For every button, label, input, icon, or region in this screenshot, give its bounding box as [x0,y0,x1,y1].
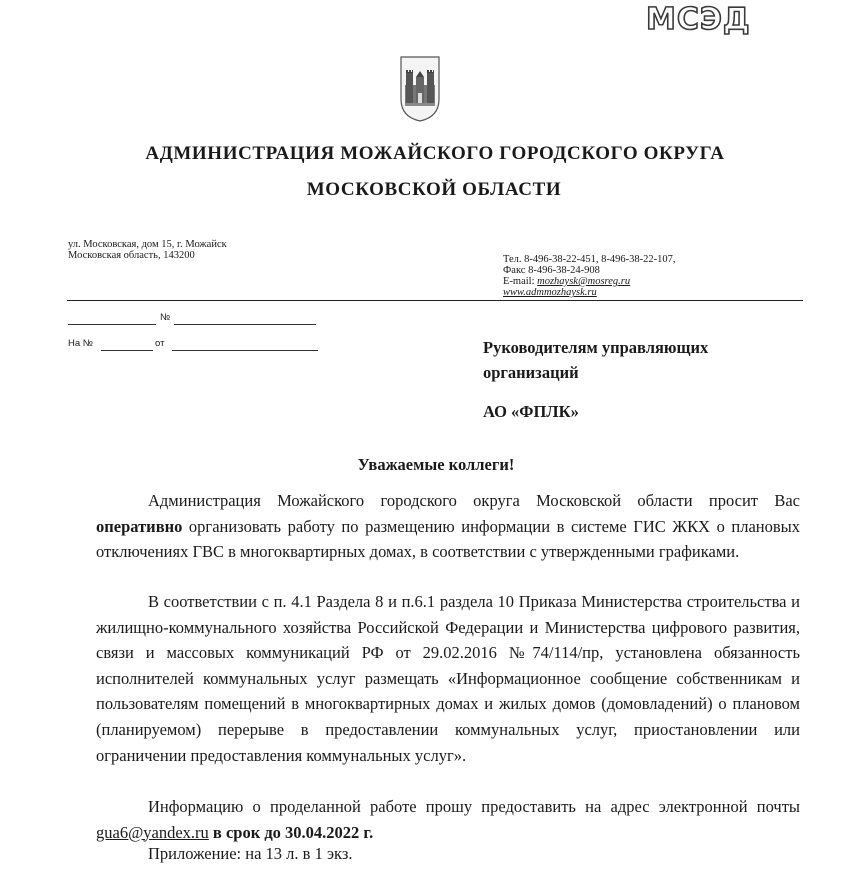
ref-date-line [172,350,318,351]
recipient-company: АО «ФПЛК» [483,402,579,421]
organization-region: МОСКОВСКОЙ ОБЛАСТИ [306,179,562,200]
msed-stamp: МСЭД [646,2,751,37]
ref-number-label: На № [68,338,93,349]
phone-line: Тел. 8-496-38-22-451, 8-496-38-22-107, [503,254,676,265]
email-link[interactable]: mozhaysk@mosreg.ru [537,276,631,287]
email-line [503,276,676,287]
reg-number-line [174,324,316,325]
paragraph-deadline [96,794,800,845]
attachment-note: Приложение: на 13 л. в 1 экз. [148,844,353,863]
contacts-block [503,254,676,298]
ref-number-line [101,350,153,351]
paragraph-text: Информацию о проделанной работе прошу предоставить на адрес электронной почты [148,797,800,816]
paragraph-emphasis: оперативно [96,516,183,536]
paragraph-text: организовать работу по размещению информации в системе ГИС ЖКХ о плановых отключениях ГВС в многоквартирных домах, в соответствии с утвержденными графиками. [96,516,800,562]
paragraph-request [96,488,800,565]
ref-from-label: от [155,338,165,349]
address-line: Московская область, 143200 [68,250,195,261]
deadline-text: в срок до 30.04.2022 г. [208,822,374,842]
reg-number-label: № [160,312,171,323]
paragraph-text: Администрация Можайского городского округа Московской области просит Вас [148,491,800,510]
email-label: E-mail: [503,276,538,287]
paragraph-legal-basis: В соответствии с п. 4.1 Раздела 8 и п.6.1 раздела 10 Приказа Министерства строительства и жилищно-коммунального хозяйства Российской Федерации и Министерства цифрового развития, связи и массовых коммуникаций РФ от 29.02.2016 №74/114/пр, установлена обязанность исполнителей коммунальных услуг размещать «Информационное сообщение собственникам и пользователям помещений в многоквартирных домах и жилых домов (домовладений) о плановом (планируемом) перерыве в предоставлении коммунальных услуг, приостановлении или ограничении предоставления коммунальных услуг». [96,592,800,765]
greeting: Уважаемые коллеги! [357,455,515,474]
recipient-line: организаций [483,363,579,382]
recipient-line: Руководителям управляющих [483,338,709,357]
header-divider [67,300,803,301]
reply-email-link[interactable]: gua6@yandex.ru [96,822,209,842]
organization-title: АДМИНИСТРАЦИЯ МОЖАЙСКОГО ГОРОДСКОГО ОКРУГА [145,143,725,164]
address-block [68,239,227,261]
fax-line: Факс 8-496-38-24-908 [503,265,600,276]
address-line: ул. Московская, дом 15, г. Можайск [68,239,227,250]
reg-date-line [68,324,156,325]
coat-of-arms-emblem [399,55,441,123]
website-link[interactable]: www.admmozhaysk.ru [503,287,597,298]
